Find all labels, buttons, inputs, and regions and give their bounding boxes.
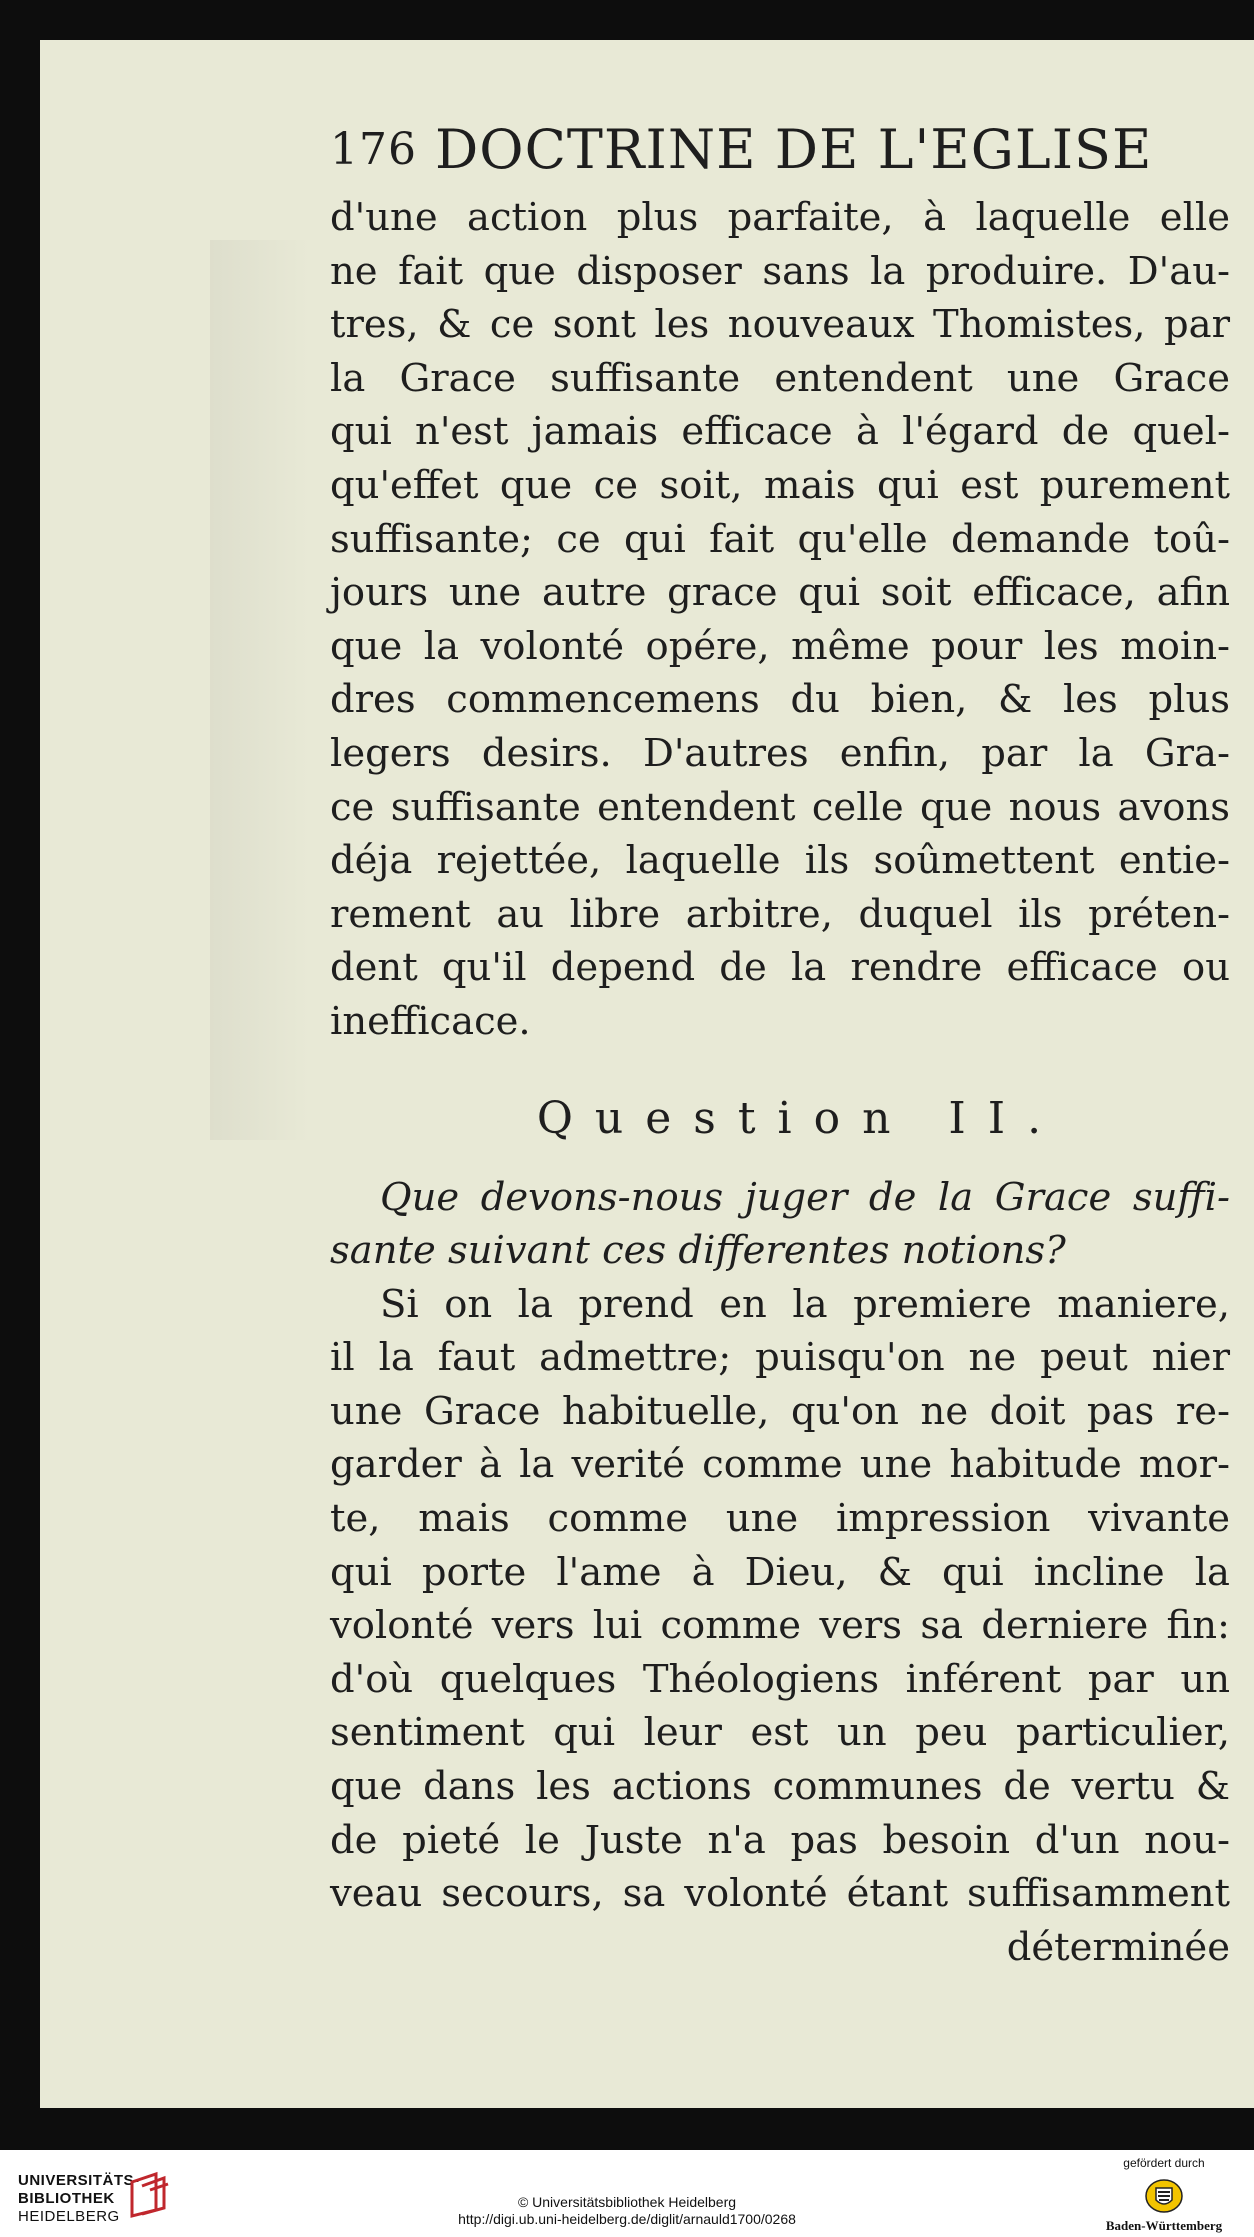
text-line: inefficace. [330,998,531,1044]
text-line: une Grace habituelle, qu'on ne doit pas re- [330,1388,1230,1434]
text-line: que la volonté opére, même pour les moin- [330,623,1230,669]
show-through-shadow [210,240,310,1140]
question-line: Que devons-nous juger de la Grace suffi- [380,1174,1230,1220]
running-title: DOCTRINE DE L'EGLISE [435,118,1153,181]
library-name-line: UNIVERSITÄTS- [18,2172,140,2189]
text-line: dres commencemens du bien, & les plus [330,677,1230,723]
text-line: veau secours, sa volonté étant suffisamment [330,1871,1230,1917]
text-line: volonté vers lui comme vers sa derniere fin: [330,1603,1230,1649]
copyright-block [0,2194,1254,2228]
text-line: legers desirs. D'autres enfin, par la Gra- [330,730,1230,776]
text-line: il la faut admettre; puisqu'on ne peut nier [330,1335,1230,1381]
text-line: la Grace suffisante entendent une Grace [330,355,1230,401]
text-line: garder à la verité comme une habitude mor- [330,1442,1230,1488]
page-number: 176 [330,124,417,175]
text-line: jours une autre grace qui soit efficace, afin [330,570,1230,616]
library-city-line: HEIDELBERG [18,2208,120,2225]
library-name-line: BIBLIOTHEK [18,2190,115,2207]
question-line: sante suivant ces differentes notions? [330,1228,1066,1274]
text-line: que dans les actions communes de vertu & [330,1764,1230,1810]
text-line: dent qu'il depend de la rendre efficace ou [330,945,1230,991]
question-text [330,1171,1230,1278]
text-line: ce suffisante entendent celle que nous avons [330,784,1230,830]
text-line: rement au libre arbitre, duquel ils préten- [330,891,1230,937]
permalink-url[interactable]: http://digi.ub.uni-heidelberg.de/diglit/arnauld1700/0268 [458,2211,796,2227]
text-line: ne fait que disposer sans la produire. D'au- [330,248,1230,294]
text-line: sentiment qui leur est un peu particulier, [330,1710,1230,1756]
baden-wuerttemberg-crest-icon [1144,2176,1184,2216]
copyright-text: © Universitätsbibliothek Heidelberg [517,2194,737,2210]
paragraph-1 [330,191,1230,1049]
text-line: te, mais comme une impression vivante [330,1496,1230,1542]
page-content [330,115,1230,1974]
book-page [40,40,1254,2108]
funded-by-label: gefördert durch [1123,2156,1205,2170]
text-line: d'une action plus parfaite, à laquelle elle [330,195,1230,240]
text-line: qu'effet que ce soit, mais qui est purement [330,462,1230,508]
funder-block [1094,2156,1234,2234]
catchword: déterminée [1006,1924,1230,1970]
text-line: de pieté le Juste n'a pas besoin d'un nou- [330,1817,1230,1863]
text-line: suffisante; ce qui fait qu'elle demande toû- [330,516,1230,562]
text-line: d'où quelques Théologiens inférent par un [330,1656,1230,1702]
question-heading: Question II. [536,1092,1064,1144]
text-line: qui porte l'ame à Dieu, & qui incline la [330,1549,1230,1595]
text-line: qui n'est jamais efficace à l'égard de quel- [330,409,1230,455]
paragraph-2 [330,1278,1230,1975]
text-line: tres, & ce sont les nouveaux Thomistes, par [330,302,1230,348]
running-head [330,115,1230,185]
text-line: Si on la prend en la premiere maniere, [380,1281,1230,1327]
text-line: déja rejettée, laquelle ils soûmettent entie- [330,838,1230,884]
funder-name: Baden-Württemberg [1105,2218,1223,2233]
viewer-footer [0,2150,1254,2237]
